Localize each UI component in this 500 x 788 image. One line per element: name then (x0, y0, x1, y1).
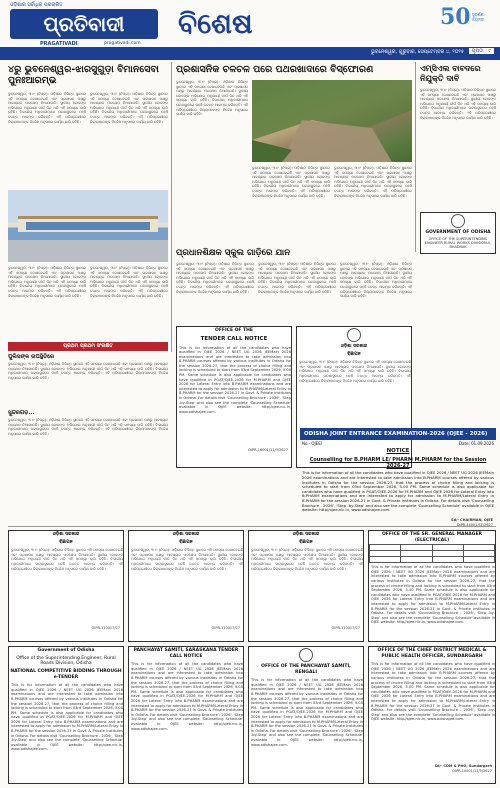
ojee-date: Date: 01.09.2026 (458, 441, 494, 446)
rural-text: This is for information of all the candidates who have qualified in OJEE 2026 / NEET UG 2026 JEEMain 2026 examinations and are interested to take admission into B.PHARM courses offered by various institutes in Odisha for the session 2026-27, that the process of choice filling and locking is scheduled to start from 03rd September 2026, 5.00 PM. Same schedule is also applicable for candidates who have qualified in PGAT/OJEE-2026 for M.PHARM and OJEE 2026 for Lateral Entry into B.PHARM examinations and are interested to apply for admission to M.PHARM/Lateral Entry in B.PHARM for the session 2026-27 in Govt. & Private institutes in Odisha. For details visit 'Counselling Brochure - 2026', 'Step -by-Step' and also see the complete 'Counselling Schedule' available in OJEE website: http//ojee.nic.in, www.odishajee.com. (11, 683, 123, 752)
ad-bottom-3-text: ଭୁବନେଶ୍ୱର, ୩।୯ (ନିପ୍ର): ଓଡ଼ିଶାର ବିଭିନ୍ନ ସ୍ଥାନରେ ଏହି ସମସ୍ୟା ଦେଖାଦେଇଛି ଏବଂ ପ୍ରଶାସନ ପକ୍ଷରୁ ଆବଶ୍ୟକ ପଦକ୍ଷେପ ନିଆଯାଉଛି। ସ୍ଥାନୀୟ ଲୋକଙ୍କ ଅଭିଯୋଗ ଅନୁଯାୟୀ ଦୀର୍ଘ ଦିନ ଧରି ଏହି ସମସ୍ୟା ଲାଗି ରହିଛି। ବିଭାଗୀୟ ଅଧିକାରୀମାନେ ଘଟଣାସ୍ଥଳରେ ପହଞ୍ଚି ତଦନ୍ତ ଆରମ୍ଭ କରିଛନ୍ତି। ଏହି ପରିପ୍ରେକ୍ଷୀରେ ଜିଲ୍ଲାପାଳଙ୍କ ନିର୍ଦ୍ଦେଶ ଅନୁସାରେ କାର୍ଯ୍ୟ ଜାରି ରହିଛି। (251, 548, 363, 571)
story-airport-col2: ଭୁବନେଶ୍ୱର, ୩।୯ (ନିପ୍ର): ଓଡ଼ିଶାର ବିଭିନ୍ନ ସ୍ଥାନରେ ଏହି ସମସ୍ୟା ଦେଖାଦେଇଛି ଏବଂ ପ୍ରଶାସନ ପକ୍ଷରୁ ଆବଶ୍ୟକ ପଦକ୍ଷେପ ନିଆଯାଉଛି। ସ୍ଥାନୀୟ ଲୋକଙ୍କ ଅଭିଯୋଗ ଅନୁଯାୟୀ ଦୀର୍ଘ ଦିନ ଧରି ଏହି ସମସ୍ୟା ଲାଗି ରହିଛି। ବିଭାଗୀୟ ଅଧିକାରୀମାନେ ଘଟଣାସ୍ଥଳରେ ପହଞ୍ଚି ତଦନ୍ତ ଆରମ୍ଭ କରିଛନ୍ତି। ଏହି ପରିପ୍ରେକ୍ଷୀରେ ଜିଲ୍ଲାପାଳଙ୍କ ନିର୍ଦ୍ଦେଶ ଅନୁସାରେ କାର୍ଯ୍ୟ ଜାରି ରହିଛି। (90, 92, 168, 124)
ojee-ref-row (300, 440, 496, 447)
govt-seal-icon (299, 648, 313, 662)
website[interactable]: pragativadi.com (104, 41, 141, 46)
date-text: ଭୁବନେଶ୍ୱର, ଗୁରୁବାର, ସେପ୍ଟେମ୍ବର ୪, ୨୦୨୫ (370, 49, 464, 55)
ojee-body: This is for information of all the candidates who have qualified in OJEE 2026 / NEET UG 2026 JEEMain 2026 examinations and are interested to take admission into B.PHARM courses offered by various institutes in Odisha for the session 2026-27, that the process of choice filling and locking is scheduled to start from 03rd September 2026, 5.00 PM. Same schedule is also applicable for candidates who have qualified in PGAT/OJEE-2026 for M.PHARM and OJEE 2026 for Lateral Entry into B.PHARM examinations and are interested to apply for admission to M.PHARM/Lateral Entry in B.PHARM for the session 2026-27 in Govt. & Private institutes in Odisha. For details visit 'Counselling Brochure - 2026', 'Step -by-Step' and also see the complete 'Counselling Schedule' available in OJEE website: http//ojee.nic.in, www.odishajee.com. (302, 470, 494, 513)
headline-quarry[interactable]: ପ୍ରଶାସନିକ ଚଳଚଳ ପରେ ପଥରଖାଦାରେ ବିସ୍ଫୋରଣ (176, 64, 374, 75)
ad-bottom-2-dipr: OIPR-110017/27 (211, 626, 240, 631)
ojee-number: No.- OJEE/ (302, 441, 323, 446)
story-quarry-col2: ଭୁବନେଶ୍ୱର, ୩।୯ (ନିପ୍ର): ଓଡ଼ିଶାର ବିଭିନ୍ନ ସ୍ଥାନରେ ଏହି ସମସ୍ୟା ଦେଖାଦେଇଛି ଏବଂ ପ୍ରଶାସନ ପକ୍ଷରୁ ଆବଶ୍ୟକ ପଦକ୍ଷେପ ନିଆଯାଉଛି। ସ୍ଥାନୀୟ ଲୋକଙ୍କ ଅଭିଯୋଗ ଅନୁଯାୟୀ ଦୀର୍ଘ ଦିନ ଧରି ଏହି ସମସ୍ୟା ଲାଗି ରହିଛି। ବିଭାଗୀୟ ଅଧିକାରୀମାନେ ଘଟଣାସ୍ଥଳରେ ପହଞ୍ଚି ତଦନ୍ତ ଆରମ୍ଭ କରିଛନ୍ତି। ଏହି ପରିପ୍ରେକ୍ଷୀରେ ଜିଲ୍ଲାପାଳଙ୍କ ନିର୍ଦ୍ଦେଶ ଅନୁସାରେ କାର୍ଯ୍ୟ ଜାରି ରହିଛି। (252, 166, 330, 198)
ad-bottom-3-dipr: OIPR-110017/27 (331, 626, 360, 631)
story-school-col3: ଭୁବନେଶ୍ୱର, ୩।୯ (ନିପ୍ର): ଓଡ଼ିଶାର ବିଭିନ୍ନ ସ୍ଥାନରେ ଏହି ସମସ୍ୟା ଦେଖାଦେଇଛି ଏବଂ ପ୍ରଶାସନ ପକ୍ଷରୁ ଆବଶ୍ୟକ ପଦକ୍ଷେପ ନିଆଯାଉଛି। ସ୍ଥାନୀୟ ଲୋକଙ୍କ ଅଭିଯୋଗ ଅନୁଯାୟୀ ଦୀର୍ଘ ଦିନ ଧରି ଏହି ସମସ୍ୟା ଲାଗି ରହିଛି। ବିଭାଗୀୟ ଅଧିକାରୀମାନେ ଘଟଣାସ୍ଥଳରେ ପହଞ୍ଚି ତଦନ୍ତ ଆରମ୍ଭ କରିଛନ୍ତି। ଏହି ପରିପ୍ରେକ୍ଷୀରେ ଜିଲ୍ଲାପାଳଙ୍କ ନିର୍ଦ୍ଦେଶ ଅନୁସାରେ କାର୍ଯ୍ୟ ଜାରି ରହିଛି। (340, 262, 412, 299)
story-school-col1: ଭୁବନେଶ୍ୱର, ୩।୯ (ନିପ୍ର): ଓଡ଼ିଶାର ବିଭିନ୍ନ ସ୍ଥାନରେ ଏହି ସମସ୍ୟା ଦେଖାଦେଇଛି ଏବଂ ପ୍ରଶାସନ ପକ୍ଷରୁ ଆବଶ୍ୟକ ପଦକ୍ଷେପ ନିଆଯାଉଛି। ସ୍ଥାନୀୟ ଲୋକଙ୍କ ଅଭିଯୋଗ ଅନୁଯାୟୀ ଦୀର୍ଘ ଦିନ ଧରି ଏହି ସମସ୍ୟା ଲାଗି ରହିଛି। ବିଭାଗୀୟ ଅଧିକାରୀମାନେ ଘଟଣାସ୍ଥଳରେ ପହଞ୍ଚି ତଦନ୍ତ ଆରମ୍ଭ କରିଛନ୍ତି। ଏହି ପରିପ୍ରେକ୍ଷୀରେ ଜିଲ୍ଲାପାଳଙ୍କ ନିର୍ଦ୍ଦେଶ ଅନୁସାରେ କାର୍ଯ୍ୟ ଜାରି ରହିଛି। (176, 262, 254, 294)
electrical-title: OFFICE OF THE SR. GENERAL MANAGER (ELECTRICAL) (381, 532, 483, 543)
airport-photo (8, 190, 168, 262)
headline-school[interactable]: ପ୍ରଧାନଶିକ୍ଷକ ସ୍କୁଲ ଗାଡ଼ିରେ ଯାନ (176, 248, 291, 258)
panchayat2-text: This is for information of all the candidates who have qualified in OJEE 2026 / NEET UG 2026 JEEMain 2026 examinations and are interested to take admission into B.PHARM courses offered by various institutes in Odisha for the session 2026-27, that the process of choice filling and locking is scheduled to start from 03rd September 2026, 5.00 PM. Same schedule is also applicable for candidates who have qualified in PGAT/OJEE-2026 for M.PHARM and OJEE 2026 for Lateral Entry into B.PHARM examinations and are interested to apply for admission to M.PHARM/Lateral Entry in B.PHARM for the session 2026-27 in Govt. & Private institutes in Odisha. For details visit 'Counselling Brochure - 2026', 'Step -by-Step' and also see the complete 'Counselling Schedule' available in OJEE website: http//ojee.nic.in, www.odishajee.com. (251, 678, 363, 747)
tender-text: This is for information of all the candidates who have qualified in OJEE 2026 / NEET UG 2026 JEEMain 2026 examinations and are interested to take admission into B.PHARM courses offered by various institutes in Odisha for the session 2026-27, that the process of choice filling and locking is scheduled to start from 03rd September 2026, 5.00 PM. Same schedule is also applicable for candidates who have qualified in PGAT/OJEE-2026 for M.PHARM and OJEE 2026 for Lateral Entry into B.PHARM examinations and are interested to apply for admission to M.PHARM/Lateral Entry in B.PHARM for the session 2026-27 in Govt. & Private institutes in Odisha. For details visit 'Counselling Brochure - 2026', 'Step -by-Step' and also see the complete 'Counselling Schedule' available in OJEE website: http//ojee.nic.in, www.odishajee.com. (179, 345, 291, 414)
page-number: ପୃଷ୍ଠା : ୯ (469, 48, 494, 54)
ad-bottom-2-text: ଭୁବନେଶ୍ୱର, ୩।୯ (ନିପ୍ର): ଓଡ଼ିଶାର ବିଭିନ୍ନ ସ୍ଥାନରେ ଏହି ସମସ୍ୟା ଦେଖାଦେଇଛି ଏବଂ ପ୍ରଶାସନ ପକ୍ଷରୁ ଆବଶ୍ୟକ ପଦକ୍ଷେପ ନିଆଯାଉଛି। ସ୍ଥାନୀୟ ଲୋକଙ୍କ ଅଭିଯୋଗ ଅନୁଯାୟୀ ଦୀର୍ଘ ଦିନ ଧରି ଏହି ସମସ୍ୟା ଲାଗି ରହିଛି। ବିଭାଗୀୟ ଅଧିକାରୀମାନେ ଘଟଣାସ୍ଥଳରେ ପହଞ୍ଚି ତଦନ୍ତ ଆରମ୍ଭ କରିଛନ୍ତି। ଏହି ପରିପ୍ରେକ୍ଷୀରେ ଜିଲ୍ଲାପାଳଙ୍କ ନିର୍ଦ୍ଦେଶ ଅନୁସାରେ କାର୍ଯ୍ୟ ଜାରି ରହିଛି। (131, 548, 243, 571)
health-title: OFFICE OF THE CHIEF DISTRICT MEDICAL & PUBLIC HEALTH OFFICER, SUNDARGARH (377, 648, 487, 659)
ad-panchayat-rengali[interactable] (248, 646, 364, 784)
ad-panchayat-saraskana[interactable] (128, 646, 244, 784)
story-police-text: ଭୁବନେଶ୍ୱର, ୩।୯ (ନିପ୍ର): ଓଡ଼ିଶାର ବିଭିନ୍ନ ସ୍ଥାନରେ ଏହି ସମସ୍ୟା ଦେଖାଦେଇଛି ଏବଂ ପ୍ରଶାସନ ପକ୍ଷରୁ ଆବଶ୍ୟକ ପଦକ୍ଷେପ ନିଆଯାଉଛି। ସ୍ଥାନୀୟ ଲୋକଙ୍କ ଅଭିଯୋଗ ଅନୁଯାୟୀ ଦୀର୍ଘ ଦିନ ଧରି ଏହି ସମସ୍ୟା ଲାଗି ରହିଛି। ବିଭାଗୀୟ ଅଧିକାରୀମାନେ ଘଟଣାସ୍ଥଳରେ ପହଞ୍ଚି ତଦନ୍ତ ଆରମ୍ଭ କରିଛନ୍ତି। ଏହି ପରିପ୍ରେକ୍ଷୀରେ ଜିଲ୍ଲାପାଳଙ୍କ ନିର୍ଦ୍ଦେଶ ଅନୁସାରେ କାର୍ଯ୍ୟ ଜାରି ରହିଛି। (8, 362, 168, 380)
odia-notice-text: ଭୁବନେଶ୍ୱର, ୩।୯ (ନିପ୍ର): ଓଡ଼ିଶାର ବିଭିନ୍ନ ସ୍ଥାନରେ ଏହି ସମସ୍ୟା ଦେଖାଦେଇଛି ଏବଂ ପ୍ରଶାସନ ପକ୍ଷରୁ ଆବଶ୍ୟକ ପଦକ୍ଷେପ ନିଆଯାଉଛି। ସ୍ଥାନୀୟ ଲୋକଙ୍କ ଅଭିଯୋଗ ଅନୁଯାୟୀ ଦୀର୍ଘ ଦିନ ଧରି ଏହି ସମସ୍ୟା ଲାଗି ରହିଛି। ବିଭାଗୀୟ ଅଧିକାରୀମାନେ ଘଟଣାସ୍ଥଳରେ ପହଞ୍ଚି ତଦନ୍ତ ଆରମ୍ଭ କରିଛନ୍ତି। ଏହି ପରିପ୍ରେକ୍ଷୀରେ ଜିଲ୍ଲାପାଳଙ୍କ ନିର୍ଦ୍ଦେଶ ଅନୁସାରେ କାର୍ଯ୍ୟ ଜାରି ରହିଛି। (299, 360, 411, 383)
headline-mcl[interactable]: ଏମ୍‌ସିଏଲ ବାବଦରେ ନିଯୁକ୍ତି ଦାବି (420, 64, 481, 83)
ad-bottom-2-sub: ବିଜ୍ଞାପନ (179, 539, 193, 545)
panchayat-title: PANCHAYAT SAMITI, SARASKANA TENDER CALL NOTICE (133, 648, 239, 659)
newspaper-logo[interactable]: ପ୍ରତିବାଦୀ (10, 9, 158, 39)
health-text: This is for information of all the candidates who have qualified in OJEE 2026 / NEET UG 2026 JEEMain 2026 examinations and are interested to take admission into B.PHARM courses offered by various institutes in Odisha for the session 2026-27, that the process of choice filling and locking is scheduled to start from 03rd September 2026, 5.00 PM. Same schedule is also applicable for candidates who have qualified in PGAT/OJEE-2026 for M.PHARM and OJEE 2026 for Lateral Entry into B.PHARM examinations and are interested to apply for admission to M.PHARM/Lateral Entry in B.PHARM for the session 2026-27 in Govt. & Private institutes in Odisha. For details visit 'Counselling Brochure - 2026', 'Step -by-Step' and also see the complete 'Counselling Schedule' available in OJEE website: http//ojee.nic.in, www.odishajee.com. (371, 662, 495, 722)
tender-dipr: OIPR-16001/11/3/2627 (248, 447, 288, 452)
story-airport-col4: ଭୁବନେଶ୍ୱର, ୩।୯ (ନିପ୍ର): ଓଡ଼ିଶାର ବିଭିନ୍ନ ସ୍ଥାନରେ ଏହି ସମସ୍ୟା ଦେଖାଦେଇଛି ଏବଂ ପ୍ରଶାସନ ପକ୍ଷରୁ ଆବଶ୍ୟକ ପଦକ୍ଷେପ ନିଆଯାଉଛି। ସ୍ଥାନୀୟ ଲୋକଙ୍କ ଅଭିଯୋଗ ଅନୁଯାୟୀ ଦୀର୍ଘ ଦିନ ଧରି ଏହି ସମସ୍ୟା ଲାଗି ରହିଛି। ବିଭାଗୀୟ ଅଧିକାରୀମାନେ ଘଟଣାସ୍ଥଳରେ ପହଞ୍ଚି ତଦନ୍ତ ଆରମ୍ଭ କରିଛନ୍ତି। ଏହି ପରିପ୍ରେକ୍ଷୀରେ ଜିଲ୍ଲାପାଳଙ୍କ ନିର୍ଦ୍ଦେଶ ଅନୁସାରେ କାର୍ଯ୍ୟ ଜାରି ରହିଛି। (90, 266, 168, 298)
airport-illustration (8, 190, 168, 262)
ad-bottom-3-title: ଓଡ଼ିଶା ସରକାର (292, 532, 320, 537)
odia-notice-title: ଓଡ଼ିଶା ସରକାର (340, 344, 368, 349)
ad-bottom-1-title: ଓଡ଼ିଶା ସରକାର (52, 532, 80, 537)
story-sundargarh-text: ଭୁବନେଶ୍ୱର, ୩।୯ (ନିପ୍ର): ଓଡ଼ିଶାର ବିଭିନ୍ନ ସ୍ଥାନରେ ଏହି ସମସ୍ୟା ଦେଖାଦେଇଛି ଏବଂ ପ୍ରଶାସନ ପକ୍ଷରୁ ଆବଶ୍ୟକ ପଦକ୍ଷେପ ନିଆଯାଉଛି। ସ୍ଥାନୀୟ ଲୋକଙ୍କ ଅଭିଯୋଗ ଅନୁଯାୟୀ ଦୀର୍ଘ ଦିନ ଧରି ଏହି ସମସ୍ୟା ଲାଗି ରହିଛି। ବିଭାଗୀୟ ଅଧିକାରୀମାନେ ଘଟଣାସ୍ଥଳରେ ପହଞ୍ଚି ତଦନ୍ତ ଆରମ୍ଭ କରିଛନ୍ତି। ଏହି ପରିପ୍ରେକ୍ଷୀରେ ଜିଲ୍ଲାପାଳଙ୍କ ନିର୍ଦ୍ଦେଶ ଅନୁସାରେ କାର୍ଯ୍ୟ ଜାରି ରହିଛି। (8, 418, 168, 436)
anniversary-number: 50 (440, 4, 471, 30)
section-divider (8, 526, 496, 527)
ad-bottom-1-sub: ବିଜ୍ଞାପନ (59, 539, 73, 545)
masthead (0, 0, 500, 60)
govt-seal-icon (451, 214, 465, 228)
quarry-photo (252, 80, 412, 162)
tagline: ଓଡ଼ିଶାର ସର୍ବାଧିକ ପ୍ରଚାରିତ (10, 2, 63, 8)
ad-bottom-1-dipr: OIPR-110017/27 (91, 626, 120, 631)
ojee-banner[interactable]: ODISHA JOINT ENTRANCE EXAMINATION-2026 (OJEE - 2026) (300, 428, 496, 440)
date-bar (0, 47, 500, 58)
ojee-signature: Sd/- CHAIRMAN, OJEE (451, 518, 493, 523)
ad-gov-office: OFFICE OF THE SUPERINTENDING ENGINEER RURAL WORKS DIVISION-II, BHADRAK (424, 236, 492, 250)
ad-electrical[interactable] (368, 530, 496, 642)
section-title: ବିଶେଷ (178, 7, 253, 40)
health-dipr: OIPR-10001/11/5/2627 (452, 768, 492, 773)
ad-tender-call[interactable] (176, 326, 292, 468)
story-school-col2: ଭୁବନେଶ୍ୱର, ୩।୯ (ନିପ୍ର): ଓଡ଼ିଶାର ବିଭିନ୍ନ ସ୍ଥାନରେ ଏହି ସମସ୍ୟା ଦେଖାଦେଇଛି ଏବଂ ପ୍ରଶାସନ ପକ୍ଷରୁ ଆବଶ୍ୟକ ପଦକ୍ଷେପ ନିଆଯାଉଛି। ସ୍ଥାନୀୟ ଲୋକଙ୍କ ଅଭିଯୋଗ ଅନୁଯାୟୀ ଦୀର୍ଘ ଦିନ ଧରି ଏହି ସମସ୍ୟା ଲାଗି ରହିଛି। ବିଭାଗୀୟ ଅଧିକାରୀମାନେ ଘଟଣାସ୍ଥଳରେ ପହଞ୍ଚି ତଦନ୍ତ ଆରମ୍ଭ କରିଛନ୍ତି। ଏହି ପରିପ୍ରେକ୍ଷୀରେ ଜିଲ୍ଲାପାଳଙ୍କ ନିର୍ଦ୍ଦେଶ ଅନୁସାରେ କାର୍ଯ୍ୟ ଜାରି ରହିଛି। (258, 262, 336, 294)
ad-bottom-3-sub: ବିଜ୍ଞାପନ (299, 539, 313, 545)
highlight-strip[interactable]: ପ୍ରଥମ ପ୍ରଥମ ସଂରକ୍ଷିତ (8, 342, 168, 351)
anniversary-badge (438, 4, 492, 38)
column-divider (415, 62, 416, 252)
ojee-dipr: DIPR-44001/ST/2627 (456, 522, 493, 527)
ad-rural-roads[interactable] (8, 646, 124, 784)
ad-bottom-1-text: ଭୁବନେଶ୍ୱର, ୩।୯ (ନିପ୍ର): ଓଡ଼ିଶାର ବିଭିନ୍ନ ସ୍ଥାନରେ ଏହି ସମସ୍ୟା ଦେଖାଦେଇଛି ଏବଂ ପ୍ରଶାସନ ପକ୍ଷରୁ ଆବଶ୍ୟକ ପଦକ୍ଷେପ ନିଆଯାଉଛି। ସ୍ଥାନୀୟ ଲୋକଙ୍କ ଅଭିଯୋଗ ଅନୁଯାୟୀ ଦୀର୍ଘ ଦିନ ଧରି ଏହି ସମସ୍ୟା ଲାଗି ରହିଛି। ବିଭାଗୀୟ ଅଧିକାରୀମାନେ ଘଟଣାସ୍ଥଳରେ ପହଞ୍ଚି ତଦନ୍ତ ଆରମ୍ଭ କରିଛନ୍ତି। ଏହି ପରିପ୍ରେକ୍ଷୀରେ ଜିଲ୍ଲାପାଳଙ୍କ ନିର୍ଦ୍ଦେଶ ଅନୁସାରେ କାର୍ଯ୍ୟ ଜାରି ରହିଛି। (11, 548, 123, 571)
electrical-table (369, 544, 495, 563)
ad-bottom-3[interactable] (248, 530, 364, 642)
ad-bottom-2[interactable] (128, 530, 244, 642)
govt-seal-icon (347, 328, 361, 342)
rural-office: Office of the Superintending Engineer, Rural Roads Division, Odisha (16, 655, 116, 667)
anniversary-text: ସୁବର୍ଣ୍ଣ ଜୟନ୍ତୀ (472, 12, 485, 22)
story-airport-col3: ଭୁବନେଶ୍ୱର, ୩।୯ (ନିପ୍ର): ଓଡ଼ିଶାର ବିଭିନ୍ନ ସ୍ଥାନରେ ଏହି ସମସ୍ୟା ଦେଖାଦେଇଛି ଏବଂ ପ୍ରଶାସନ ପକ୍ଷରୁ ଆବଶ୍ୟକ ପଦକ୍ଷେପ ନିଆଯାଉଛି। ସ୍ଥାନୀୟ ଲୋକଙ୍କ ଅଭିଯୋଗ ଅନୁଯାୟୀ ଦୀର୍ଘ ଦିନ ଧରି ଏହି ସମସ୍ୟା ଲାଗି ରହିଛି। ବିଭାଗୀୟ ଅଧିକାରୀମାନେ ଘଟଣାସ୍ଥଳରେ ପହଞ୍ଚି ତଦନ୍ତ ଆରମ୍ଭ କରିଛନ୍ତି। ଏହି ପରିପ୍ରେକ୍ଷୀରେ ଜିଲ୍ଲାପାଳଙ୍କ ନିର୍ଦ୍ଦେଶ ଅନୁସାରେ କାର୍ଯ୍ୟ ଜାରି ରହିଛି। (8, 266, 86, 298)
ojee-subtitle: Counselling for B.PHARM LE/ PHARM M.PHARM for the Session 2026-27 (309, 456, 487, 470)
ad-gov-title: GOVERNMENT OF ODISHA (425, 230, 491, 235)
logo-subtitle: PRAGATIVADI (40, 41, 78, 47)
ad-bottom-2-title: ଓଡ଼ିଶା ସରକାର (172, 532, 200, 537)
electrical-text: This is for information of all the candidates who have qualified in OJEE 2026 / NEET UG 2026 JEEMain 2026 examinations and are interested to take admission into B.PHARM courses offered by various institutes in Odisha for the session 2026-27, that the process of choice filling and locking is scheduled to start from 03rd September 2026, 5.00 PM. Same schedule is also applicable for candidates who have qualified in PGAT/OJEE-2026 for M.PHARM and OJEE 2026 for Lateral Entry into B.PHARM examinations and are interested to apply for admission to M.PHARM/Lateral Entry in B.PHARM for the session 2026-27 in Govt. & Private institutes in Odisha. For details visit 'Counselling Brochure - 2026', 'Step -by-Step' and also see the complete 'Counselling Schedule' available in OJEE website: http//ojee.nic.in, www.odishajee.com. (371, 565, 495, 625)
ojee-notice-label: NOTICE (386, 448, 410, 454)
panchayat-text: This is for information of all the candidates who have qualified in OJEE 2026 / NEET UG 2026 JEEMain 2026 examinations and are interested to take admission into B.PHARM courses offered by various institutes in Odisha for the session 2026-27, that the process of choice filling and locking is scheduled to start from 03rd September 2026, 5.00 PM. Same schedule is also applicable for candidates who have qualified in PGAT/OJEE-2026 for M.PHARM and OJEE 2026 for Lateral Entry into B.PHARM examinations and are interested to apply for admission to M.PHARM/Lateral Entry in B.PHARM for the session 2026-27 in Govt. & Private institutes in Odisha. For details visit 'Counselling Brochure - 2026', 'Step -by-Step' and also see the complete 'Counselling Schedule' available in OJEE website: http//ojee.nic.in, www.odishajee.com. (131, 662, 243, 731)
story-quarry-col1: ଭୁବନେଶ୍ୱର, ୩।୯ (ନିପ୍ର): ଓଡ଼ିଶାର ବିଭିନ୍ନ ସ୍ଥାନରେ ଏହି ସମସ୍ୟା ଦେଖାଦେଇଛି ଏବଂ ପ୍ରଶାସନ ପକ୍ଷରୁ ଆବଶ୍ୟକ ପଦକ୍ଷେପ ନିଆଯାଉଛି। ସ୍ଥାନୀୟ ଲୋକଙ୍କ ଅଭିଯୋଗ ଅନୁଯାୟୀ ଦୀର୍ଘ ଦିନ ଧରି ଏହି ସମସ୍ୟା ଲାଗି ରହିଛି। ବିଭାଗୀୟ ଅଧିକାରୀମାନେ ଘଟଣାସ୍ଥଳରେ ପହଞ୍ଚି ତଦନ୍ତ ଆରମ୍ଭ କରିଛନ୍ତି। ଏହି ପରିପ୍ରେକ୍ଷୀରେ ଜିଲ୍ଲାପାଳଙ୍କ ନିର୍ଦ୍ଦେଶ ଅନୁସାରେ କାର୍ଯ୍ୟ ଜାରି ରହିଛି। (176, 80, 248, 117)
story-airport-col1: ଭୁବନେଶ୍ୱର, ୩।୯ (ନିପ୍ର): ଓଡ଼ିଶାର ବିଭିନ୍ନ ସ୍ଥାନରେ ଏହି ସମସ୍ୟା ଦେଖାଦେଇଛି ଏବଂ ପ୍ରଶାସନ ପକ୍ଷରୁ ଆବଶ୍ୟକ ପଦକ୍ଷେପ ନିଆଯାଉଛି। ସ୍ଥାନୀୟ ଲୋକଙ୍କ ଅଭିଯୋଗ ଅନୁଯାୟୀ ଦୀର୍ଘ ଦିନ ଧରି ଏହି ସମସ୍ୟା ଲାଗି ରହିଛି। ବିଭାଗୀୟ ଅଧିକାରୀମାନେ ଘଟଣାସ୍ଥଳରେ ପହଞ୍ଚି ତଦନ୍ତ ଆରମ୍ଭ କରିଛନ୍ତି। ଏହି ପରିପ୍ରେକ୍ଷୀରେ ଜିଲ୍ଲାପାଳଙ୍କ ନିର୍ଦ୍ଦେଶ ଅନୁସାରେ କାର୍ଯ୍ୟ ଜାରି ରହିଛି। (8, 92, 86, 124)
rural-gov: Government of Odisha (37, 648, 95, 653)
headline-sundargarh[interactable]: ସୁନ୍ଦରଗଡ଼... (8, 410, 35, 416)
headline-police[interactable]: ପୁଲିସଙ୍କ ଉପସ୍ଥିତିରେ (8, 354, 55, 360)
headline-airport[interactable]: ୪ରୁ ଭୁବନେଶ୍ୱର-ଝାରସୁଗୁଡ଼ା ବିମାନସେବା ପୁନଃଆରମ୍ଭ (8, 64, 159, 86)
story-quarry-col3: ଭୁବନେଶ୍ୱର, ୩।୯ (ନିପ୍ର): ଓଡ଼ିଶାର ବିଭିନ୍ନ ସ୍ଥାନରେ ଏହି ସମସ୍ୟା ଦେଖାଦେଇଛି ଏବଂ ପ୍ରଶାସନ ପକ୍ଷରୁ ଆବଶ୍ୟକ ପଦକ୍ଷେପ ନିଆଯାଉଛି। ସ୍ଥାନୀୟ ଲୋକଙ୍କ ଅଭିଯୋଗ ଅନୁଯାୟୀ ଦୀର୍ଘ ଦିନ ଧରି ଏହି ସମସ୍ୟା ଲାଗି ରହିଛି। ବିଭାଗୀୟ ଅଧିକାରୀମାନେ ଘଟଣାସ୍ଥଳରେ ପହଞ୍ଚି ତଦନ୍ତ ଆରମ୍ଭ କରିଛନ୍ତି। ଏହି ପରିପ୍ରେକ୍ଷୀରେ ଜିଲ୍ଲାପାଳଙ୍କ ନିର୍ଦ୍ଦେଶ ଅନୁସାରେ କାର୍ଯ୍ୟ ଜାରି ରହିଛି। (334, 166, 412, 198)
odia-notice-sub: ବିଜ୍ଞାପନ (347, 351, 361, 357)
column-divider (171, 62, 172, 352)
health-signature: Sd/- CDM & PHO, Sundargarh (434, 764, 492, 769)
panchayat2-title: OFFICE OF THE PANCHAYAT SAMITI, RENGALI (261, 664, 351, 675)
tender-office: OFFICE OF THE (215, 328, 253, 333)
ad-rural-works[interactable] (420, 212, 496, 254)
tender-heading: TENDER CALL NOTICE (200, 335, 268, 342)
ad-ojee[interactable] (300, 440, 496, 527)
quarry-illustration (252, 80, 412, 162)
rural-rfp: NATIONAL COMPETITIVE BIDDING THROUGH e-TENDER (10, 668, 122, 680)
ad-bottom-1[interactable] (8, 530, 124, 642)
story-mcl-col: ଭୁବନେଶ୍ୱର, ୩।୯ (ନିପ୍ର): ଓଡ଼ିଶାର ବିଭିନ୍ନ ସ୍ଥାନରେ ଏହି ସମସ୍ୟା ଦେଖାଦେଇଛି ଏବଂ ପ୍ରଶାସନ ପକ୍ଷରୁ ଆବଶ୍ୟକ ପଦକ୍ଷେପ ନିଆଯାଉଛି। ସ୍ଥାନୀୟ ଲୋକଙ୍କ ଅଭିଯୋଗ ଅନୁଯାୟୀ ଦୀର୍ଘ ଦିନ ଧରି ଏହି ସମସ୍ୟା ଲାଗି ରହିଛି। ବିଭାଗୀୟ ଅଧିକାରୀମାନେ ଘଟଣାସ୍ଥଳରେ ପହଞ୍ଚି ତଦନ୍ତ ଆରମ୍ଭ କରିଛନ୍ତି। ଏହି ପରିପ୍ରେକ୍ଷୀରେ ଜିଲ୍ଲାପାଳଙ୍କ ନିର୍ଦ୍ଦେଶ ଅନୁସାରେ କାର୍ଯ୍ୟ ଜାରି ରହିଛି। (420, 88, 496, 120)
ad-health-office[interactable] (368, 646, 496, 784)
